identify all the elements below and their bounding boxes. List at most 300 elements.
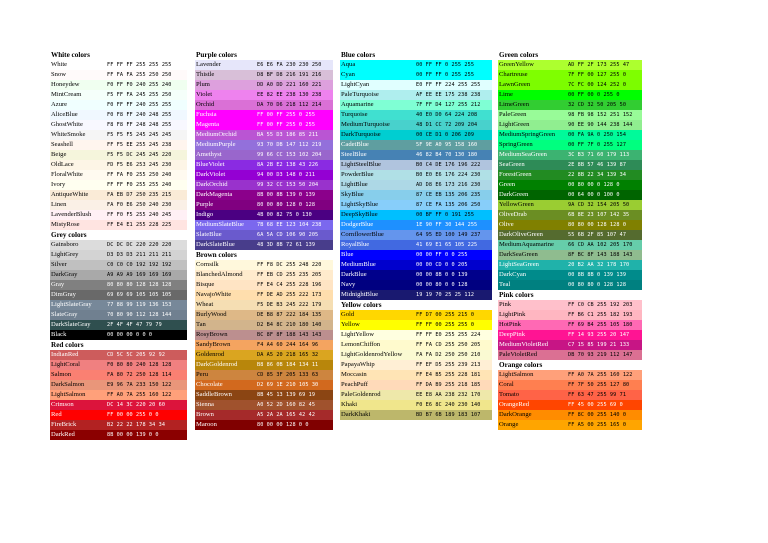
rgb-value: 152 251 152 [597, 112, 633, 118]
color-name: DarkSlateGray [51, 321, 91, 328]
color-swatch-row [50, 180, 187, 190]
color-swatch-row [195, 140, 333, 150]
rgb-value: 169 169 169 [136, 272, 172, 278]
group-title: White colors [51, 51, 90, 59]
hex-value: 7C FC 00 [568, 82, 594, 88]
color-name: Cornsilk [196, 261, 219, 268]
color-name: Snow [51, 71, 67, 78]
color-values [106, 320, 187, 330]
color-name: Amethyst [196, 151, 222, 158]
color-name: Plum [196, 81, 210, 88]
hex-value: 66 CD AA [568, 242, 594, 248]
color-name: MidnightBlue [341, 291, 378, 298]
color-swatch-row [498, 70, 642, 80]
color-values [106, 280, 187, 290]
hex-value: FF F8 DC [257, 262, 283, 268]
color-values [415, 210, 492, 220]
hex-value: 48 D1 CC [416, 122, 442, 128]
color-name: Teal [499, 281, 511, 288]
color-values [567, 120, 642, 130]
hex-value: A0 52 2D [257, 402, 283, 408]
color-values [567, 380, 642, 390]
hex-value: DA A5 20 [257, 352, 283, 358]
color-swatch-row [195, 150, 333, 160]
rgb-value: 255 99 71 [597, 392, 627, 398]
color-name: Indigo [196, 211, 214, 218]
rgb-value: 255 218 185 [445, 382, 481, 388]
rgb-value: 124 252 0 [597, 82, 627, 88]
color-name: PeachPuff [341, 381, 368, 388]
rgb-value: 173 255 47 [597, 62, 630, 68]
color-swatch-row [498, 100, 642, 110]
hex-value: E9 96 7A [107, 382, 133, 388]
color-values [256, 160, 333, 170]
rgb-value: 245 255 250 [136, 92, 172, 98]
hex-value: F0 80 80 [107, 362, 133, 368]
color-name: LightBlue [341, 181, 368, 188]
color-values [106, 130, 187, 140]
hex-value: BD B7 6B [416, 412, 442, 418]
color-values [567, 110, 642, 120]
color-name: Chocolate [196, 381, 223, 388]
hex-value: 00 FF FF [416, 72, 442, 78]
color-name: FloralWhite [51, 171, 83, 178]
color-swatch-row [498, 180, 642, 190]
rgb-value: 245 222 179 [286, 302, 322, 308]
rgb-value: 153 50 204 [286, 182, 319, 188]
hex-value: FF B6 C1 [568, 312, 594, 318]
color-swatch-row [50, 270, 187, 280]
color-swatch-row [50, 260, 187, 270]
color-swatch-row [195, 240, 333, 250]
color-values [415, 250, 492, 260]
rgb-value: 127 255 212 [445, 102, 481, 108]
color-values [415, 360, 492, 370]
color-values [415, 90, 492, 100]
color-swatch-row [498, 300, 642, 310]
hex-value: FF FF 00 [416, 322, 442, 328]
hex-value: EE E8 AA [416, 392, 442, 398]
hex-value: D3 D3 D3 [107, 252, 133, 258]
color-swatch-row [340, 100, 492, 110]
rgb-value: 189 183 107 [445, 412, 481, 418]
color-column [498, 50, 642, 430]
color-swatch-row [340, 350, 492, 360]
color-swatch-row [195, 320, 333, 330]
rgb-value: 224 255 255 [445, 82, 481, 88]
color-name: SpringGreen [499, 141, 533, 148]
color-swatch-row [340, 130, 492, 140]
color-name: Cyan [341, 71, 355, 78]
color-name: Aquamarine [341, 101, 374, 108]
color-values [567, 210, 642, 220]
color-values [567, 130, 642, 140]
rgb-value: 139 69 19 [286, 392, 316, 398]
hex-value: FF F5 EE [107, 142, 133, 148]
rgb-value: 255 127 80 [597, 382, 630, 388]
color-name: Pink [499, 301, 512, 308]
color-swatch-row [50, 90, 187, 100]
color-values [106, 160, 187, 170]
hex-value: FF FF F0 [107, 182, 133, 188]
hex-value: 6A 5A CD [257, 232, 283, 238]
color-values [106, 410, 187, 420]
color-name: RoyalBlue [341, 241, 370, 248]
rgb-value: 248 248 255 [136, 122, 172, 128]
color-values [567, 190, 642, 200]
color-values [256, 320, 333, 330]
color-swatch-row [195, 410, 333, 420]
hex-value: AF EE EE [416, 92, 442, 98]
rgb-value: 106 90 205 [286, 232, 319, 238]
color-name: Linen [51, 201, 67, 208]
hex-value: CD 85 3F [257, 372, 283, 378]
rgb-value: 255 250 250 [136, 72, 172, 78]
hex-value: AD D8 E6 [416, 182, 442, 188]
group-title: Brown colors [196, 251, 237, 259]
color-name: LightGreen [499, 121, 530, 128]
color-values [415, 330, 492, 340]
color-name: Honeydew [51, 81, 80, 88]
hex-value: D2 69 1E [257, 382, 283, 388]
color-values [415, 270, 492, 280]
color-swatch-row [50, 280, 187, 290]
color-swatch-row [340, 390, 492, 400]
color-name: DarkGoldenrod [196, 361, 238, 368]
hex-value: 9A CD 32 [568, 202, 594, 208]
color-values [106, 70, 187, 80]
color-values [256, 330, 333, 340]
color-swatch-row [498, 320, 642, 330]
rgb-value: 255 250 240 [136, 172, 172, 178]
color-name: Lavender [196, 61, 221, 68]
hex-value: 00 00 8B [416, 272, 442, 278]
color-values [106, 330, 187, 340]
hex-value: 8B 00 8B [257, 192, 283, 198]
color-values [567, 80, 642, 90]
rgb-value: 139 0 0 [136, 432, 159, 438]
color-values [567, 420, 642, 430]
color-swatch-row [50, 310, 187, 320]
color-swatch-row [195, 90, 333, 100]
color-values [415, 80, 492, 90]
color-name: DarkCyan [499, 271, 527, 278]
color-values [415, 320, 492, 330]
color-values [256, 410, 333, 420]
color-values [415, 120, 492, 130]
color-name: LightSalmon [51, 391, 86, 398]
rgb-value: 233 150 122 [136, 382, 172, 388]
rgb-value: 255 160 122 [136, 392, 172, 398]
color-name: White [51, 61, 68, 68]
rgb-value: 255 20 147 [597, 332, 630, 338]
group-title: Orange colors [499, 361, 543, 369]
color-values [567, 100, 642, 110]
color-swatch-row [195, 260, 333, 270]
color-name: DarkOrange [499, 411, 532, 418]
color-name: HotPink [499, 321, 521, 328]
color-values [106, 420, 187, 430]
color-swatch-row [498, 170, 642, 180]
color-name: Azure [51, 101, 68, 108]
rgb-value: 0 139 139 [597, 272, 627, 278]
color-name: GhostWhite [51, 121, 83, 128]
hex-value: 2E 8B 57 [568, 162, 594, 168]
color-values [415, 350, 492, 360]
color-swatch-row [50, 80, 187, 90]
rgb-value: 135 206 250 [445, 202, 481, 208]
color-swatch-row [50, 100, 187, 110]
rgb-value: 173 216 230 [445, 182, 481, 188]
color-name: LightSteelBlue [341, 161, 381, 168]
color-name: SandyBrown [196, 341, 231, 348]
hex-value: BA 55 D3 [257, 132, 283, 138]
color-column [195, 50, 333, 430]
color-values [106, 180, 187, 190]
rgb-value: 102 205 170 [597, 242, 633, 248]
rgb-value: 0 0 255 [445, 252, 468, 258]
hex-value: 80 80 00 [568, 222, 594, 228]
color-values [256, 180, 333, 190]
color-swatch-row [340, 150, 492, 160]
rgb-value: 219 112 147 [597, 352, 633, 358]
rgb-value: 240 128 128 [136, 362, 172, 368]
color-name: Seashell [51, 141, 73, 148]
color-name: Coral [499, 381, 514, 388]
color-values [567, 410, 642, 420]
hex-value: DC 14 3C [107, 402, 133, 408]
color-values [415, 170, 492, 180]
color-name: PaleTurquoise [341, 91, 379, 98]
rgb-value: 205 92 92 [136, 352, 166, 358]
hex-value: FD F5 E6 [107, 162, 133, 168]
hex-value: 32 CD 32 [568, 102, 594, 108]
rgb-value: 255 235 205 [286, 272, 322, 278]
hex-value: FF E4 C4 [257, 282, 283, 288]
color-values [567, 60, 642, 70]
hex-value: FF FA F0 [107, 172, 133, 178]
hex-value: FF 00 FF [257, 122, 283, 128]
color-name: Tan [196, 321, 206, 328]
color-swatch-row [498, 400, 642, 410]
color-values [415, 280, 492, 290]
hex-value: DE B8 87 [257, 312, 283, 318]
hex-value: F5 F5 DC [107, 152, 133, 158]
color-name: LightYellow [341, 331, 375, 338]
color-swatch-row [50, 140, 187, 150]
color-values [415, 190, 492, 200]
color-name: SteelBlue [341, 151, 367, 158]
group-title: Green colors [499, 51, 539, 59]
color-values [415, 310, 492, 320]
rgb-value: 255 228 181 [445, 372, 481, 378]
rgb-value: 100 149 237 [445, 232, 481, 238]
rgb-value: 0 191 255 [445, 212, 475, 218]
color-swatch-row [195, 80, 333, 90]
color-values [256, 120, 333, 130]
color-values [415, 260, 492, 270]
color-name: AntiqueWhite [51, 191, 89, 198]
color-values [567, 90, 642, 100]
rgb-value: 128 0 128 [286, 202, 316, 208]
rgb-value: 221 160 221 [286, 82, 322, 88]
color-name: Goldenrod [196, 351, 225, 358]
rgb-value: 218 165 32 [286, 352, 319, 358]
color-name: Orchid [196, 101, 215, 108]
color-values [256, 290, 333, 300]
hex-value: BC 8F 8F [257, 332, 283, 338]
hex-value: FF A5 00 [568, 422, 594, 428]
color-name: Ivory [51, 181, 66, 188]
rgb-value: 255 255 0 [445, 322, 475, 328]
color-swatch-row [195, 130, 333, 140]
color-values [567, 300, 642, 310]
rgb-value: 176 224 230 [445, 172, 481, 178]
rgb-value: 255 0 255 [286, 122, 316, 128]
color-name: SkyBlue [341, 191, 364, 198]
color-swatch-row [50, 360, 187, 370]
color-swatch-row [50, 130, 187, 140]
color-values [415, 390, 492, 400]
hex-value: 7F FF 00 [568, 72, 594, 78]
hex-value: 00 FF 7F [568, 142, 594, 148]
hex-value: E0 FF FF [416, 82, 442, 88]
rgb-value: 50 205 50 [597, 102, 627, 108]
color-name: Gray [51, 281, 65, 288]
color-values [106, 170, 187, 180]
hex-value: 6B 8E 23 [568, 212, 594, 218]
color-name: BlueViolet [196, 161, 225, 168]
color-values [106, 110, 187, 120]
hex-value: DC DC DC [107, 242, 133, 248]
color-values [415, 340, 492, 350]
hex-value: FF E4 E1 [107, 222, 133, 228]
color-name: MediumTurquoise [341, 121, 390, 128]
color-name: LightSeaGreen [499, 261, 539, 268]
color-name: SlateBlue [196, 231, 222, 238]
color-swatch-row [50, 370, 187, 380]
rgb-value: 112 128 144 [136, 312, 172, 318]
color-name: DarkTurquoise [341, 131, 381, 138]
color-values [106, 90, 187, 100]
color-swatch-row [340, 200, 492, 210]
color-swatch-row [340, 120, 492, 130]
color-swatch-row [340, 70, 492, 80]
hex-value: A9 A9 A9 [107, 272, 133, 278]
color-swatch-row [50, 350, 187, 360]
hex-value: 99 66 CC [257, 152, 283, 158]
rgb-value: 0 0 205 [445, 262, 468, 268]
color-swatch-row [340, 280, 492, 290]
color-values [256, 310, 333, 320]
rgb-value: 255 192 203 [597, 302, 633, 308]
rgb-value: 0 255 255 [445, 62, 475, 68]
color-name: Yellow [341, 321, 360, 328]
hex-value: 7F FF D4 [416, 102, 442, 108]
hex-value: 20 B2 AA [568, 262, 594, 268]
color-values [256, 80, 333, 90]
color-name: Crimson [51, 401, 74, 408]
hex-value: 00 64 00 [568, 192, 594, 198]
rgb-value: 184 134 11 [286, 362, 319, 368]
color-values [106, 250, 187, 260]
color-name: ForestGreen [499, 171, 532, 178]
rgb-value: 255 239 213 [445, 362, 481, 368]
color-name: LightSlateGray [51, 301, 92, 308]
color-name: Brown [196, 411, 214, 418]
color-swatch-row [195, 160, 333, 170]
rgb-value: 211 211 211 [136, 252, 172, 258]
hex-value: 22 8B 22 [568, 172, 594, 178]
color-swatch-row [498, 160, 642, 170]
color-swatch-row [340, 290, 492, 300]
color-swatch-row [498, 340, 642, 350]
rgb-value: 25 25 112 [445, 292, 475, 298]
hex-value: 00 FA 9A [568, 132, 594, 138]
rgb-value: 154 205 50 [597, 202, 630, 208]
rgb-value: 123 104 238 [286, 222, 322, 228]
color-values [256, 270, 333, 280]
color-values [415, 400, 492, 410]
color-name: PaleGreen [499, 111, 527, 118]
rgb-value: 139 0 139 [286, 192, 316, 198]
color-swatch-row [50, 290, 187, 300]
hex-value: E6 E6 FA [257, 62, 283, 68]
hex-value: FF 00 FF [257, 112, 283, 118]
color-name: MediumBlue [341, 261, 376, 268]
color-column [50, 50, 187, 440]
rgb-value: 255 0 255 [286, 112, 316, 118]
color-values [256, 230, 333, 240]
hex-value: FF FF E0 [416, 332, 442, 338]
color-values [567, 390, 642, 400]
color-swatch-row [340, 180, 492, 190]
color-swatch-row [498, 370, 642, 380]
color-name: Sienna [196, 401, 214, 408]
color-values [567, 70, 642, 80]
rgb-value: 0 0 128 [445, 282, 468, 288]
rgb-value: 144 238 144 [597, 122, 633, 128]
rgb-value: 250 240 230 [136, 202, 172, 208]
hex-value: 4B 00 82 [257, 212, 283, 218]
color-values [106, 370, 187, 380]
rgb-value: 72 209 204 [445, 122, 478, 128]
rgb-value: 188 143 143 [286, 332, 322, 338]
color-name: DarkSlateBlue [196, 241, 235, 248]
hex-value: 48 3D 8B [257, 242, 283, 248]
color-swatch-row [50, 160, 187, 170]
color-name: IndianRed [51, 351, 79, 358]
hex-value: FA F0 E6 [107, 202, 133, 208]
color-swatch-row [50, 210, 187, 220]
color-values [567, 320, 642, 330]
rgb-value: 238 232 170 [445, 392, 481, 398]
color-name: LightSalmon [499, 371, 534, 378]
color-values [256, 360, 333, 370]
color-name: LightGrey [51, 251, 79, 258]
color-swatch-row [195, 360, 333, 370]
rgb-value: 178 34 34 [136, 422, 166, 428]
color-swatch-row [195, 60, 333, 70]
color-values [256, 390, 333, 400]
color-name: DarkGray [51, 271, 78, 278]
color-values [415, 180, 492, 190]
color-name: OrangeRed [499, 401, 530, 408]
hex-value: 90 EE 90 [568, 122, 594, 128]
color-name: YellowGreen [499, 201, 534, 208]
color-name: GreenYellow [499, 61, 534, 68]
color-swatch-row [50, 170, 187, 180]
